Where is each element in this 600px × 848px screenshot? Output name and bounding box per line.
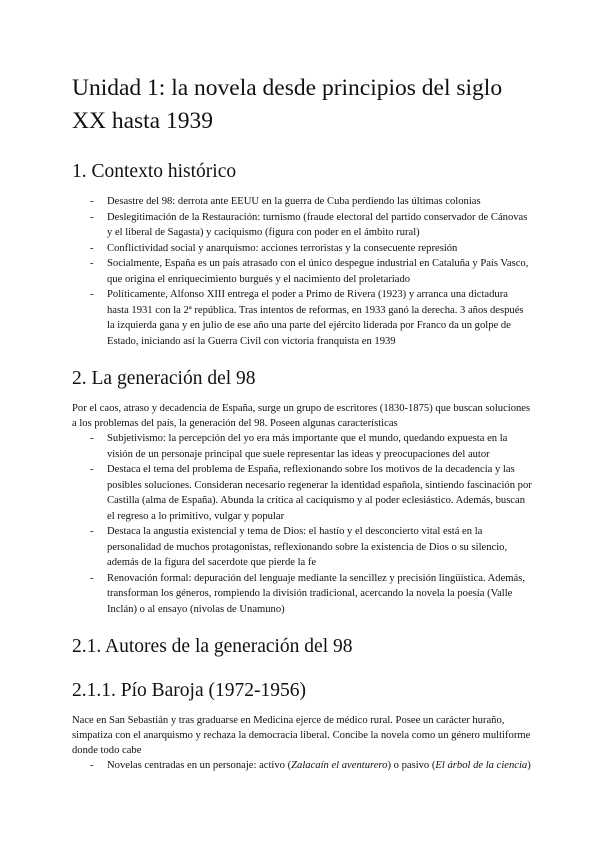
- bullet-list: [72, 758, 532, 774]
- list-item: - Políticamente, Alfonso XIII entrega el poder a Primo de Rivera (1923) y arranca una dictadura hasta 1931 con la 2ª república. Tras intentos de reformas, en 1933 ganó la derecha. 3 años después la izquierda gana y en julio de ese año una parte del ejército liderada por Franco da un golpe de Estado, iniciando así la Guerra Civil con victoria franquista en 1939: [107, 287, 532, 349]
- section-intro: Nace en San Sebastián y tras graduarse en Medicina ejerce de médico rural. Posee un carácter huraño, simpatiza con el anarquismo y rechaza la democracia liberal. Concibe la novela como un género multiforme donde todo cabe: [72, 715, 531, 756]
- section-heading: 2. La generación del 98: [72, 368, 256, 389]
- list-item: - Subjetivismo: la percepción del yo era más importante que el mundo, quedando expuesta en la visión de un personaje principal que suele representar las ideas y preocupaciones del autor: [107, 431, 532, 462]
- work-title: El árbol de la ciencia: [435, 760, 528, 771]
- list-item: - Deslegitimación de la Restauración: turnismo (fraude electoral del partido conservador de Cánovas y el liberal de Sagasta) y caciquismo (figura con poder en el ámbito rural): [107, 210, 532, 241]
- document-title: Unidad 1: la novela desde principios del siglo XX hasta 1939: [72, 75, 503, 134]
- list-item: [107, 758, 532, 774]
- list-item-text: ): [527, 760, 531, 771]
- list-item-text: Novelas centradas en un personaje: activo (: [107, 760, 292, 771]
- section-heading-autores: 2.1. Autores de la generación del 98: [72, 636, 353, 657]
- section-pio-baroja: [72, 679, 532, 774]
- work-title: Zalacaín el aventurero: [291, 760, 388, 771]
- list-item: - Conflictividad social y anarquismo: acciones terroristas y la consecuente represión: [107, 241, 532, 257]
- bullet-list: [72, 431, 532, 617]
- section-intro: Por el caos, atraso y decadencia de España, surge un grupo de escritores (1830-1875) que buscan soluciones a los problemas del país, la generación del 98. Poseen algunas características: [72, 403, 531, 429]
- section-generacion-98: [72, 367, 532, 617]
- subsection-heading: 2.1.1. Pío Baroja (1972-1956): [72, 680, 306, 701]
- list-item: - Socialmente, España es un país atrasado con el único despegue industrial en Cataluña y País Vasco, que origina el enriquecimiento burgués y el nacimiento del proletariado: [107, 256, 532, 287]
- bullet-list: [72, 194, 532, 349]
- list-item: - Desastre del 98: derrota ante EEUU en la guerra de Cuba perdiendo las últimas colonias: [107, 194, 532, 210]
- list-item-text: ) o pasivo (: [387, 760, 436, 771]
- list-item: - Destaca la angustia existencial y tema de Dios: el hastío y el desconcierto vital está en la personalidad de muchos protagonistas, reflexionando sobre la existencia de Dios o su silencio, además de la figura del sacerdote que pierde la fe: [107, 524, 532, 571]
- list-item: - Renovación formal: depuración del lenguaje mediante la sencillez y precisión lingüística. Además, transforman los géneros, rompiendo la división tradicional, acercando la novela la poesía (Valle Inclán) o al ensayo (nivolas de Unamuno): [107, 571, 532, 618]
- list-item: - Destaca el tema del problema de España, reflexionando sobre los motivos de la decadencia y las posibles soluciones. Consideran necesario regenerar la identidad española, sintiendo fascinación por Castilla (alma de España). Abunda la crítica al caciquismo y al poder eclesiástico. Además, buscan el regreso a lo primitivo, vulgar y popular: [107, 462, 532, 524]
- section-heading: 1. Contexto histórico: [72, 161, 237, 182]
- section-contexto-historico: [72, 160, 532, 349]
- document-page: [72, 72, 532, 774]
